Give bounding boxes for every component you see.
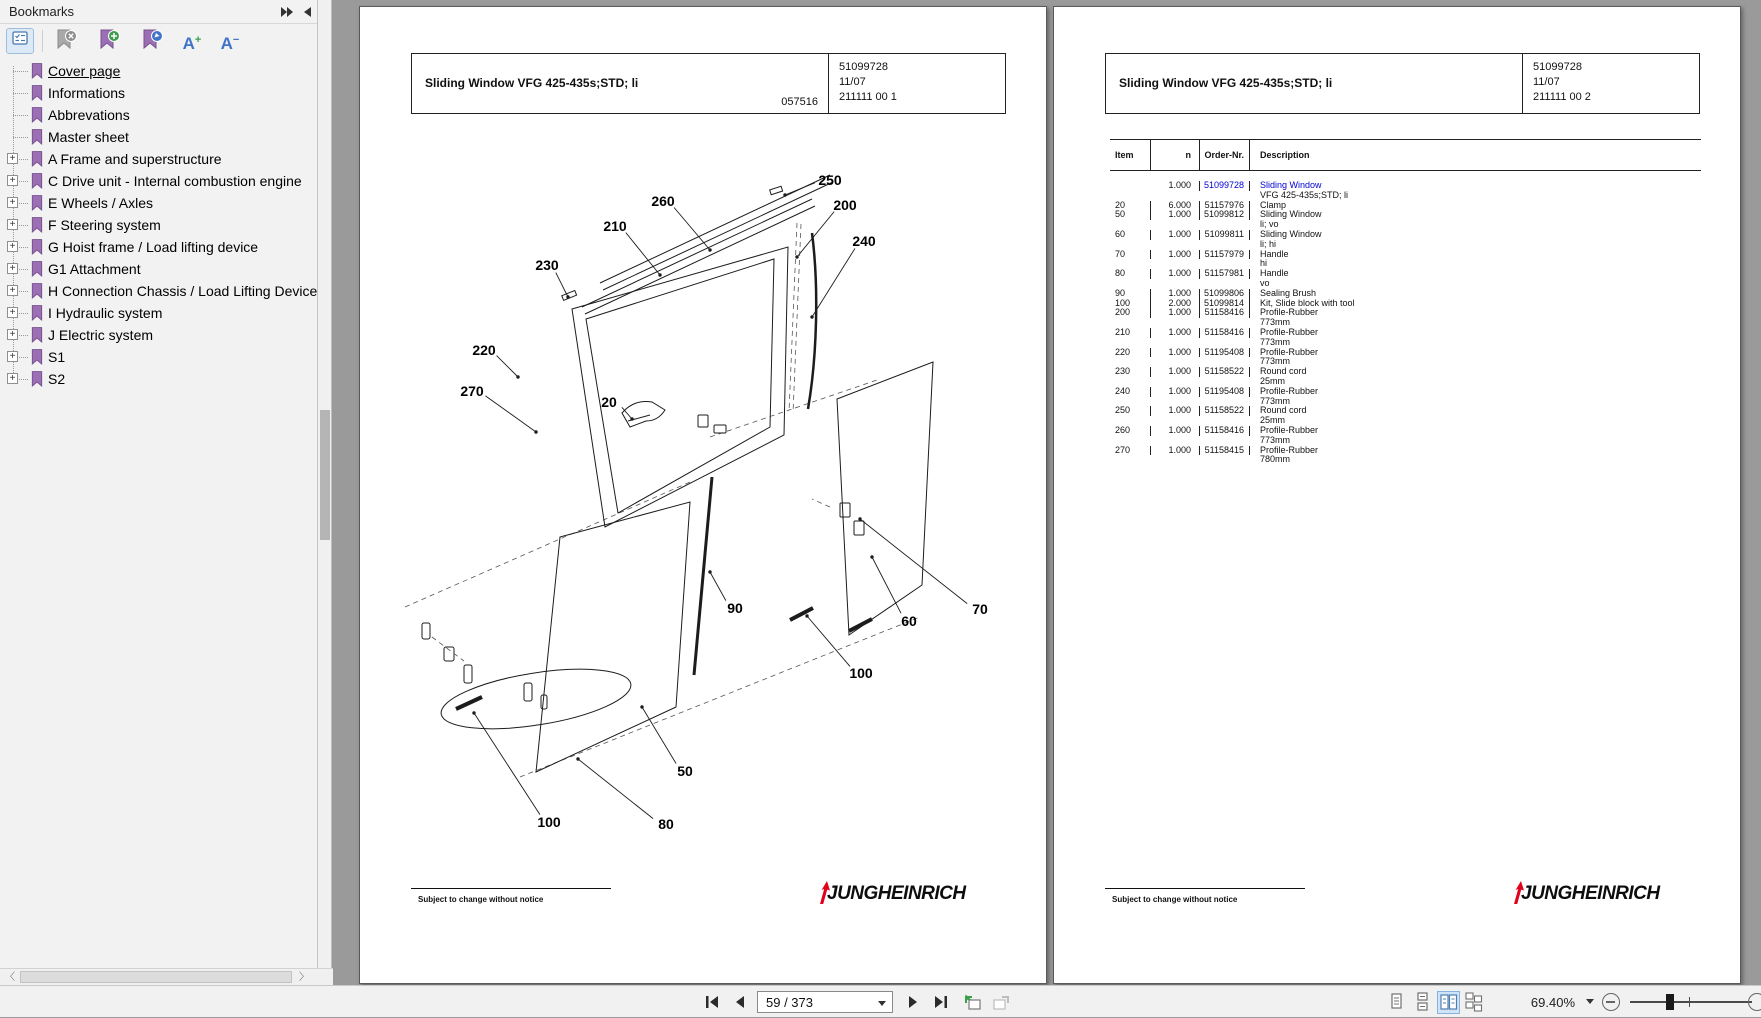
expand-icon[interactable]: + bbox=[7, 263, 18, 274]
parts-table-header bbox=[1110, 139, 1701, 171]
column-header-order: Order-Nr. bbox=[1200, 140, 1250, 170]
expand-icon[interactable]: + bbox=[7, 219, 18, 230]
parts-header-right bbox=[1523, 54, 1699, 113]
cell-quantity: 1.000 bbox=[1151, 269, 1200, 279]
cell-order-number: 51157979 bbox=[1200, 250, 1250, 260]
page-number-combobox[interactable] bbox=[757, 991, 893, 1013]
bookmark-label[interactable]: J Electric system bbox=[48, 324, 153, 346]
cell-quantity: 1.000 bbox=[1151, 406, 1200, 416]
callout-anchor-dot bbox=[708, 570, 711, 573]
table-row bbox=[1110, 308, 1701, 328]
cell-order-number: 51157976 bbox=[1200, 201, 1250, 211]
options-list-icon bbox=[11, 29, 29, 47]
callout-label: 70 bbox=[972, 601, 988, 617]
callout-leader-line bbox=[556, 273, 568, 297]
facing-pages-view-button[interactable] bbox=[1437, 991, 1460, 1014]
bookmark-label[interactable]: G1 Attachment bbox=[48, 258, 141, 280]
cell-order-number: 51099806 bbox=[1200, 289, 1250, 299]
date: 11/07 bbox=[1533, 75, 1699, 90]
table-row bbox=[1110, 328, 1701, 348]
document-page-left[interactable] bbox=[359, 6, 1047, 984]
drawing-title: Sliding Window VFG 425-435s;STD; li bbox=[425, 76, 638, 90]
zoom-dropdown-icon[interactable] bbox=[1586, 999, 1594, 1004]
doc-number: 211111 00 1 bbox=[839, 90, 1005, 105]
cell-quantity: 2.000 bbox=[1151, 299, 1200, 309]
callout-leader-line bbox=[578, 759, 653, 819]
cell-item: 240 bbox=[1110, 387, 1151, 397]
cell-order-number: 51195408 bbox=[1200, 387, 1250, 397]
cell-quantity: 1.000 bbox=[1151, 210, 1200, 220]
scroll-left-arrow[interactable]: 〈 bbox=[2, 970, 18, 985]
next-view-button[interactable] bbox=[988, 990, 1012, 1014]
table-row bbox=[1110, 250, 1701, 270]
cell-item: 210 bbox=[1110, 328, 1151, 338]
bookmark-icon bbox=[30, 239, 44, 255]
callout-anchor-dot bbox=[576, 757, 579, 760]
cell-item: 100 bbox=[1110, 299, 1151, 309]
cell-description: Sealing Brush bbox=[1250, 289, 1701, 299]
callout-label: 240 bbox=[852, 233, 876, 249]
cell-item: 230 bbox=[1110, 367, 1151, 377]
cell-quantity: 1.000 bbox=[1151, 367, 1200, 377]
bookmark-item[interactable] bbox=[0, 236, 317, 258]
bookmark-item[interactable] bbox=[0, 126, 317, 148]
last-page-icon bbox=[933, 994, 949, 1010]
cell-order-number: 51099812 bbox=[1200, 210, 1250, 220]
cell-item: 80 bbox=[1110, 269, 1151, 279]
table-row bbox=[1110, 387, 1701, 407]
callout-leader-line bbox=[872, 557, 901, 613]
bookmark-icon bbox=[30, 85, 44, 101]
cell-description: Handle vo bbox=[1250, 269, 1701, 289]
tree-stub bbox=[13, 93, 28, 94]
callout-anchor-dot bbox=[566, 295, 569, 298]
bookmark-label[interactable]: Master sheet bbox=[48, 126, 129, 148]
bookmark-icon bbox=[30, 173, 44, 189]
cell-description: Round cord 25mm bbox=[1250, 406, 1701, 426]
text-smaller-icon: A− bbox=[221, 34, 240, 53]
callout-leader-line bbox=[622, 407, 632, 419]
expand-icon[interactable]: + bbox=[7, 241, 18, 252]
description-link[interactable]: Sliding Window bbox=[1260, 181, 1701, 191]
cell-order-number: 51157981 bbox=[1200, 269, 1250, 279]
continuous-facing-view-button[interactable] bbox=[1463, 991, 1486, 1014]
single-page-view-button[interactable] bbox=[1386, 991, 1409, 1014]
logo-text: JUNGHEINRICH bbox=[827, 883, 966, 905]
parts-header bbox=[1105, 53, 1700, 114]
callout-leader-line bbox=[807, 616, 850, 666]
parts-title: Sliding Window VFG 425-435s;STD; li bbox=[1119, 76, 1332, 90]
bookmark-icon bbox=[30, 371, 44, 387]
callout-label: 220 bbox=[472, 342, 496, 358]
parts-table bbox=[1110, 139, 1701, 465]
callout-anchor-dot bbox=[810, 315, 813, 318]
table-row bbox=[1110, 348, 1701, 368]
cell-order-number: 51158522 bbox=[1200, 406, 1250, 416]
cell-description: Profile-Rubber 780mm bbox=[1250, 446, 1701, 466]
cell-description: Profile-Rubber 773mm bbox=[1250, 308, 1701, 328]
callout-label: 100 bbox=[537, 814, 561, 830]
cell-order-number: 51099811 bbox=[1200, 230, 1250, 240]
next-page-button[interactable] bbox=[901, 990, 925, 1014]
callout-leader-line bbox=[642, 707, 676, 764]
cell-quantity: 1.000 bbox=[1151, 328, 1200, 338]
table-row bbox=[1110, 181, 1701, 201]
bookmark-icon bbox=[30, 107, 44, 123]
page-number-value: 59 / 373 bbox=[766, 995, 813, 1010]
table-row bbox=[1110, 230, 1701, 250]
cell-quantity: 1.000 bbox=[1151, 289, 1200, 299]
text-larger-icon: A+ bbox=[183, 34, 202, 53]
bookmark-icon bbox=[30, 151, 44, 167]
callout-label: 210 bbox=[603, 218, 627, 234]
cell-description: Kit, Slide block with tool bbox=[1250, 299, 1701, 309]
locate-bookmark-button[interactable] bbox=[138, 28, 166, 54]
cell-item: 20 bbox=[1110, 201, 1151, 211]
bookmarks-panel-header bbox=[0, 0, 317, 24]
table-row bbox=[1110, 201, 1701, 211]
cell-quantity: 6.000 bbox=[1151, 201, 1200, 211]
bookmark-label[interactable]: S1 bbox=[48, 346, 65, 368]
bookmark-icon bbox=[30, 217, 44, 233]
bookmark-icon bbox=[30, 349, 44, 365]
bookmark-item[interactable] bbox=[0, 104, 317, 126]
callout-anchor-dot bbox=[534, 430, 537, 433]
jungheinrich-logo bbox=[817, 881, 1017, 907]
cell-item: 250 bbox=[1110, 406, 1151, 416]
cell-quantity: 1.000 bbox=[1151, 308, 1200, 318]
previous-view-button[interactable] bbox=[960, 990, 984, 1014]
callout-leader-line bbox=[797, 212, 834, 257]
parts-header-left bbox=[1106, 54, 1523, 113]
expand-icon[interactable]: + bbox=[7, 285, 18, 296]
cell-description: Profile-Rubber 773mm bbox=[1250, 328, 1701, 348]
bookmark-item[interactable] bbox=[0, 192, 317, 214]
bookmark-icon bbox=[30, 305, 44, 321]
bookmark-label[interactable]: Cover page bbox=[48, 60, 120, 82]
callout-anchor-dot bbox=[658, 273, 661, 276]
footer-note: Subject to change without notice bbox=[1112, 895, 1237, 904]
bookmark-item[interactable] bbox=[0, 60, 317, 82]
facing-pages-icon bbox=[1438, 992, 1459, 1013]
bookmark-label[interactable]: C Drive unit - Internal combustion engine bbox=[48, 170, 302, 192]
expand-icon[interactable]: + bbox=[7, 373, 18, 384]
callout-anchor-dot bbox=[805, 614, 808, 617]
toolbar-separator bbox=[42, 30, 43, 52]
cell-description: Handle hi bbox=[1250, 250, 1701, 270]
table-row bbox=[1110, 367, 1701, 387]
cell-order-number: 51195408 bbox=[1200, 348, 1250, 358]
bookmark-item[interactable] bbox=[0, 170, 317, 192]
cell-quantity: 1.000 bbox=[1151, 230, 1200, 240]
column-header-description: Description bbox=[1250, 150, 1701, 160]
bookmarks-toolbar bbox=[0, 26, 317, 58]
cell-order-number: 51158416 bbox=[1200, 426, 1250, 436]
zoom-level-value: 69.40% bbox=[1505, 995, 1575, 1010]
logo-text: JUNGHEINRICH bbox=[1521, 883, 1660, 905]
cell-order-number: 51158522 bbox=[1200, 367, 1250, 377]
callout-label: 100 bbox=[849, 665, 873, 681]
bookmark-item[interactable] bbox=[0, 346, 317, 368]
single-page-icon bbox=[1386, 991, 1407, 1012]
table-row bbox=[1110, 299, 1701, 309]
cell-description: Clamp bbox=[1250, 201, 1701, 211]
delete-bookmark-button[interactable] bbox=[52, 28, 80, 54]
cell-description: Profile-Rubber 773mm bbox=[1250, 348, 1701, 368]
part-number: 51099728 bbox=[1533, 60, 1699, 75]
zoom-in-button[interactable] bbox=[1748, 993, 1761, 1011]
callout-label: 50 bbox=[677, 763, 693, 779]
tree-stub bbox=[13, 71, 28, 72]
callout-leader-line bbox=[674, 207, 710, 250]
callout-label: 250 bbox=[818, 172, 842, 188]
callout-leader-line bbox=[497, 356, 518, 377]
table-row bbox=[1110, 406, 1701, 426]
bookmark-item[interactable] bbox=[0, 82, 317, 104]
bookmark-label[interactable]: S2 bbox=[48, 368, 65, 390]
tree-stub bbox=[13, 115, 28, 116]
continuous-page-icon bbox=[1412, 991, 1433, 1012]
bookmark-label[interactable]: F Steering system bbox=[48, 214, 161, 236]
add-bookmark-icon bbox=[97, 28, 121, 52]
callout-label: 270 bbox=[460, 383, 484, 399]
first-page-button[interactable] bbox=[700, 990, 724, 1014]
expand-icon[interactable]: + bbox=[7, 175, 18, 186]
bookmark-item[interactable] bbox=[0, 368, 317, 390]
callout-label: 20 bbox=[601, 394, 617, 410]
bookmark-item[interactable] bbox=[0, 324, 317, 346]
cell-quantity: 1.000 bbox=[1151, 250, 1200, 260]
parts-table-body bbox=[1110, 171, 1701, 465]
tree-stub bbox=[13, 137, 28, 138]
continuous-view-button[interactable] bbox=[1412, 991, 1435, 1014]
bookmark-list bbox=[0, 60, 317, 390]
bookmark-icon bbox=[30, 283, 44, 299]
delete-bookmark-icon bbox=[54, 28, 78, 52]
bookmark-options-button[interactable] bbox=[6, 28, 34, 54]
next-page-icon bbox=[905, 994, 921, 1010]
bookmark-label[interactable]: I Hydraulic system bbox=[48, 302, 162, 324]
cell-item: 90 bbox=[1110, 289, 1151, 299]
expand-icon[interactable]: + bbox=[7, 329, 18, 340]
bookmark-label[interactable]: Abbrevations bbox=[48, 104, 130, 126]
cell-quantity: 1.000 bbox=[1151, 181, 1200, 191]
bookmark-item[interactable] bbox=[0, 214, 317, 236]
footer-rule bbox=[411, 888, 611, 889]
first-page-icon bbox=[704, 994, 720, 1010]
callout-leader-line bbox=[812, 248, 855, 317]
bookmarks-panel bbox=[0, 0, 318, 968]
cell-description: Profile-Rubber 773mm bbox=[1250, 387, 1701, 407]
exploded-view-diagram bbox=[360, 7, 1048, 985]
expand-icon[interactable]: + bbox=[7, 351, 18, 362]
callout-leader-line bbox=[485, 396, 536, 432]
previous-page-icon bbox=[732, 994, 748, 1010]
cell-item: 50 bbox=[1110, 210, 1151, 220]
expand-panel-icon[interactable] bbox=[279, 5, 295, 19]
bookmarks-horizontal-scrollbar[interactable] bbox=[0, 968, 333, 985]
callout-anchor-dot bbox=[472, 711, 475, 714]
cell-quantity: 1.000 bbox=[1151, 348, 1200, 358]
collapse-panel-icon[interactable] bbox=[300, 5, 316, 19]
last-page-button[interactable] bbox=[929, 990, 953, 1014]
table-row bbox=[1110, 426, 1701, 446]
vertical-scroll-thumb[interactable] bbox=[320, 410, 330, 540]
horizontal-scroll-thumb[interactable] bbox=[20, 971, 292, 983]
callout-anchor-dot bbox=[858, 517, 861, 520]
bookmarks-panel-title: Bookmarks bbox=[9, 4, 74, 19]
column-header-n: n bbox=[1151, 140, 1200, 170]
bookmark-icon bbox=[30, 195, 44, 211]
bookmark-item[interactable] bbox=[0, 302, 317, 324]
bookmarks-vertical-scrollbar[interactable] bbox=[318, 0, 332, 968]
callout-label: 90 bbox=[727, 600, 743, 616]
decrease-text-size-button[interactable] bbox=[216, 28, 244, 54]
callout-anchor-dot bbox=[630, 417, 633, 420]
zoom-slider-track[interactable] bbox=[1630, 1001, 1752, 1003]
cell-description: Sliding Window VFG 425-435s;STD; li bbox=[1250, 181, 1701, 201]
date: 11/07 bbox=[839, 75, 1005, 90]
table-row bbox=[1110, 269, 1701, 289]
bookmark-label[interactable]: Informations bbox=[48, 82, 125, 104]
cell-item: 220 bbox=[1110, 348, 1151, 358]
drawing-sheet-code: 057516 bbox=[781, 96, 818, 108]
callout-anchor-dot bbox=[516, 375, 519, 378]
callout-anchor-dot bbox=[708, 248, 711, 251]
document-page-right[interactable] bbox=[1053, 6, 1741, 984]
bookmark-item[interactable] bbox=[0, 148, 317, 170]
cell-order-number: 51158415 bbox=[1200, 446, 1250, 456]
cell-quantity: 1.000 bbox=[1151, 387, 1200, 397]
bookmark-item[interactable] bbox=[0, 258, 317, 280]
footer-rule bbox=[1105, 888, 1305, 889]
cell-order-number: 51158416 bbox=[1200, 328, 1250, 338]
expand-icon[interactable]: + bbox=[7, 197, 18, 208]
table-row bbox=[1110, 446, 1701, 466]
bookmark-icon bbox=[30, 63, 44, 79]
cell-item: 60 bbox=[1110, 230, 1151, 240]
cell-quantity: 1.000 bbox=[1151, 426, 1200, 436]
cell-item: 200 bbox=[1110, 308, 1151, 318]
doc-number: 211111 00 2 bbox=[1533, 90, 1699, 105]
scroll-right-arrow[interactable]: 〉 bbox=[296, 970, 312, 985]
cell-order-number: 51099814 bbox=[1200, 299, 1250, 309]
callout-label: 80 bbox=[658, 816, 674, 832]
cell-item: 270 bbox=[1110, 446, 1151, 456]
zoom-slider-tick bbox=[1689, 997, 1690, 1007]
bookmark-icon bbox=[30, 327, 44, 343]
cell-description: Round cord 25mm bbox=[1250, 367, 1701, 387]
cell-quantity: 1.000 bbox=[1151, 446, 1200, 456]
bookmark-label[interactable]: G Hoist frame / Load lifting device bbox=[48, 236, 258, 258]
status-bar bbox=[0, 985, 1761, 1017]
column-header-item: Item bbox=[1110, 140, 1151, 170]
table-row bbox=[1110, 289, 1701, 299]
increase-text-size-button[interactable] bbox=[178, 28, 206, 54]
jungheinrich-logo bbox=[1511, 881, 1711, 907]
add-bookmark-button[interactable] bbox=[95, 28, 123, 54]
next-view-icon bbox=[992, 994, 1010, 1012]
cell-item: 260 bbox=[1110, 426, 1151, 436]
order-number-link[interactable]: 51099728 bbox=[1200, 181, 1250, 191]
bookmark-label[interactable]: H Connection Chassis / Load Lifting Device bbox=[48, 280, 317, 302]
cell-description: Sliding Window li; vo bbox=[1250, 210, 1701, 230]
expand-icon[interactable]: + bbox=[7, 307, 18, 318]
callout-anchor-dot bbox=[870, 555, 873, 558]
callout-label: 230 bbox=[535, 257, 559, 273]
previous-page-button[interactable] bbox=[728, 990, 752, 1014]
expand-icon[interactable]: + bbox=[7, 153, 18, 164]
cell-description: Sliding Window li; hi bbox=[1250, 230, 1701, 250]
bookmark-icon bbox=[30, 129, 44, 145]
cell-item: 70 bbox=[1110, 250, 1151, 260]
chevron-down-icon bbox=[878, 1001, 886, 1006]
callout-anchor-dot bbox=[783, 193, 786, 196]
callout-anchor-dot bbox=[795, 255, 798, 258]
callout-anchor-dot bbox=[640, 705, 643, 708]
callout-label: 260 bbox=[651, 193, 675, 209]
bookmark-icon bbox=[30, 261, 44, 277]
footer-note: Subject to change without notice bbox=[418, 895, 543, 904]
continuous-facing-icon bbox=[1463, 991, 1484, 1012]
previous-view-icon bbox=[964, 994, 982, 1012]
bookmark-item[interactable] bbox=[0, 280, 317, 302]
callout-leader-line bbox=[710, 572, 726, 601]
cell-description: Profile-Rubber 773mm bbox=[1250, 426, 1701, 446]
table-row bbox=[1110, 210, 1701, 230]
bookmark-label[interactable]: E Wheels / Axles bbox=[48, 192, 153, 214]
callout-label: 200 bbox=[833, 197, 857, 213]
cell-order-number: 51158416 bbox=[1200, 308, 1250, 318]
zoom-out-button[interactable] bbox=[1602, 993, 1620, 1011]
locate-bookmark-icon bbox=[140, 28, 164, 52]
part-number: 51099728 bbox=[839, 60, 1005, 75]
bookmark-label[interactable]: A Frame and superstructure bbox=[48, 148, 222, 170]
callout-label: 60 bbox=[901, 613, 917, 629]
zoom-slider-thumb[interactable] bbox=[1666, 994, 1674, 1010]
